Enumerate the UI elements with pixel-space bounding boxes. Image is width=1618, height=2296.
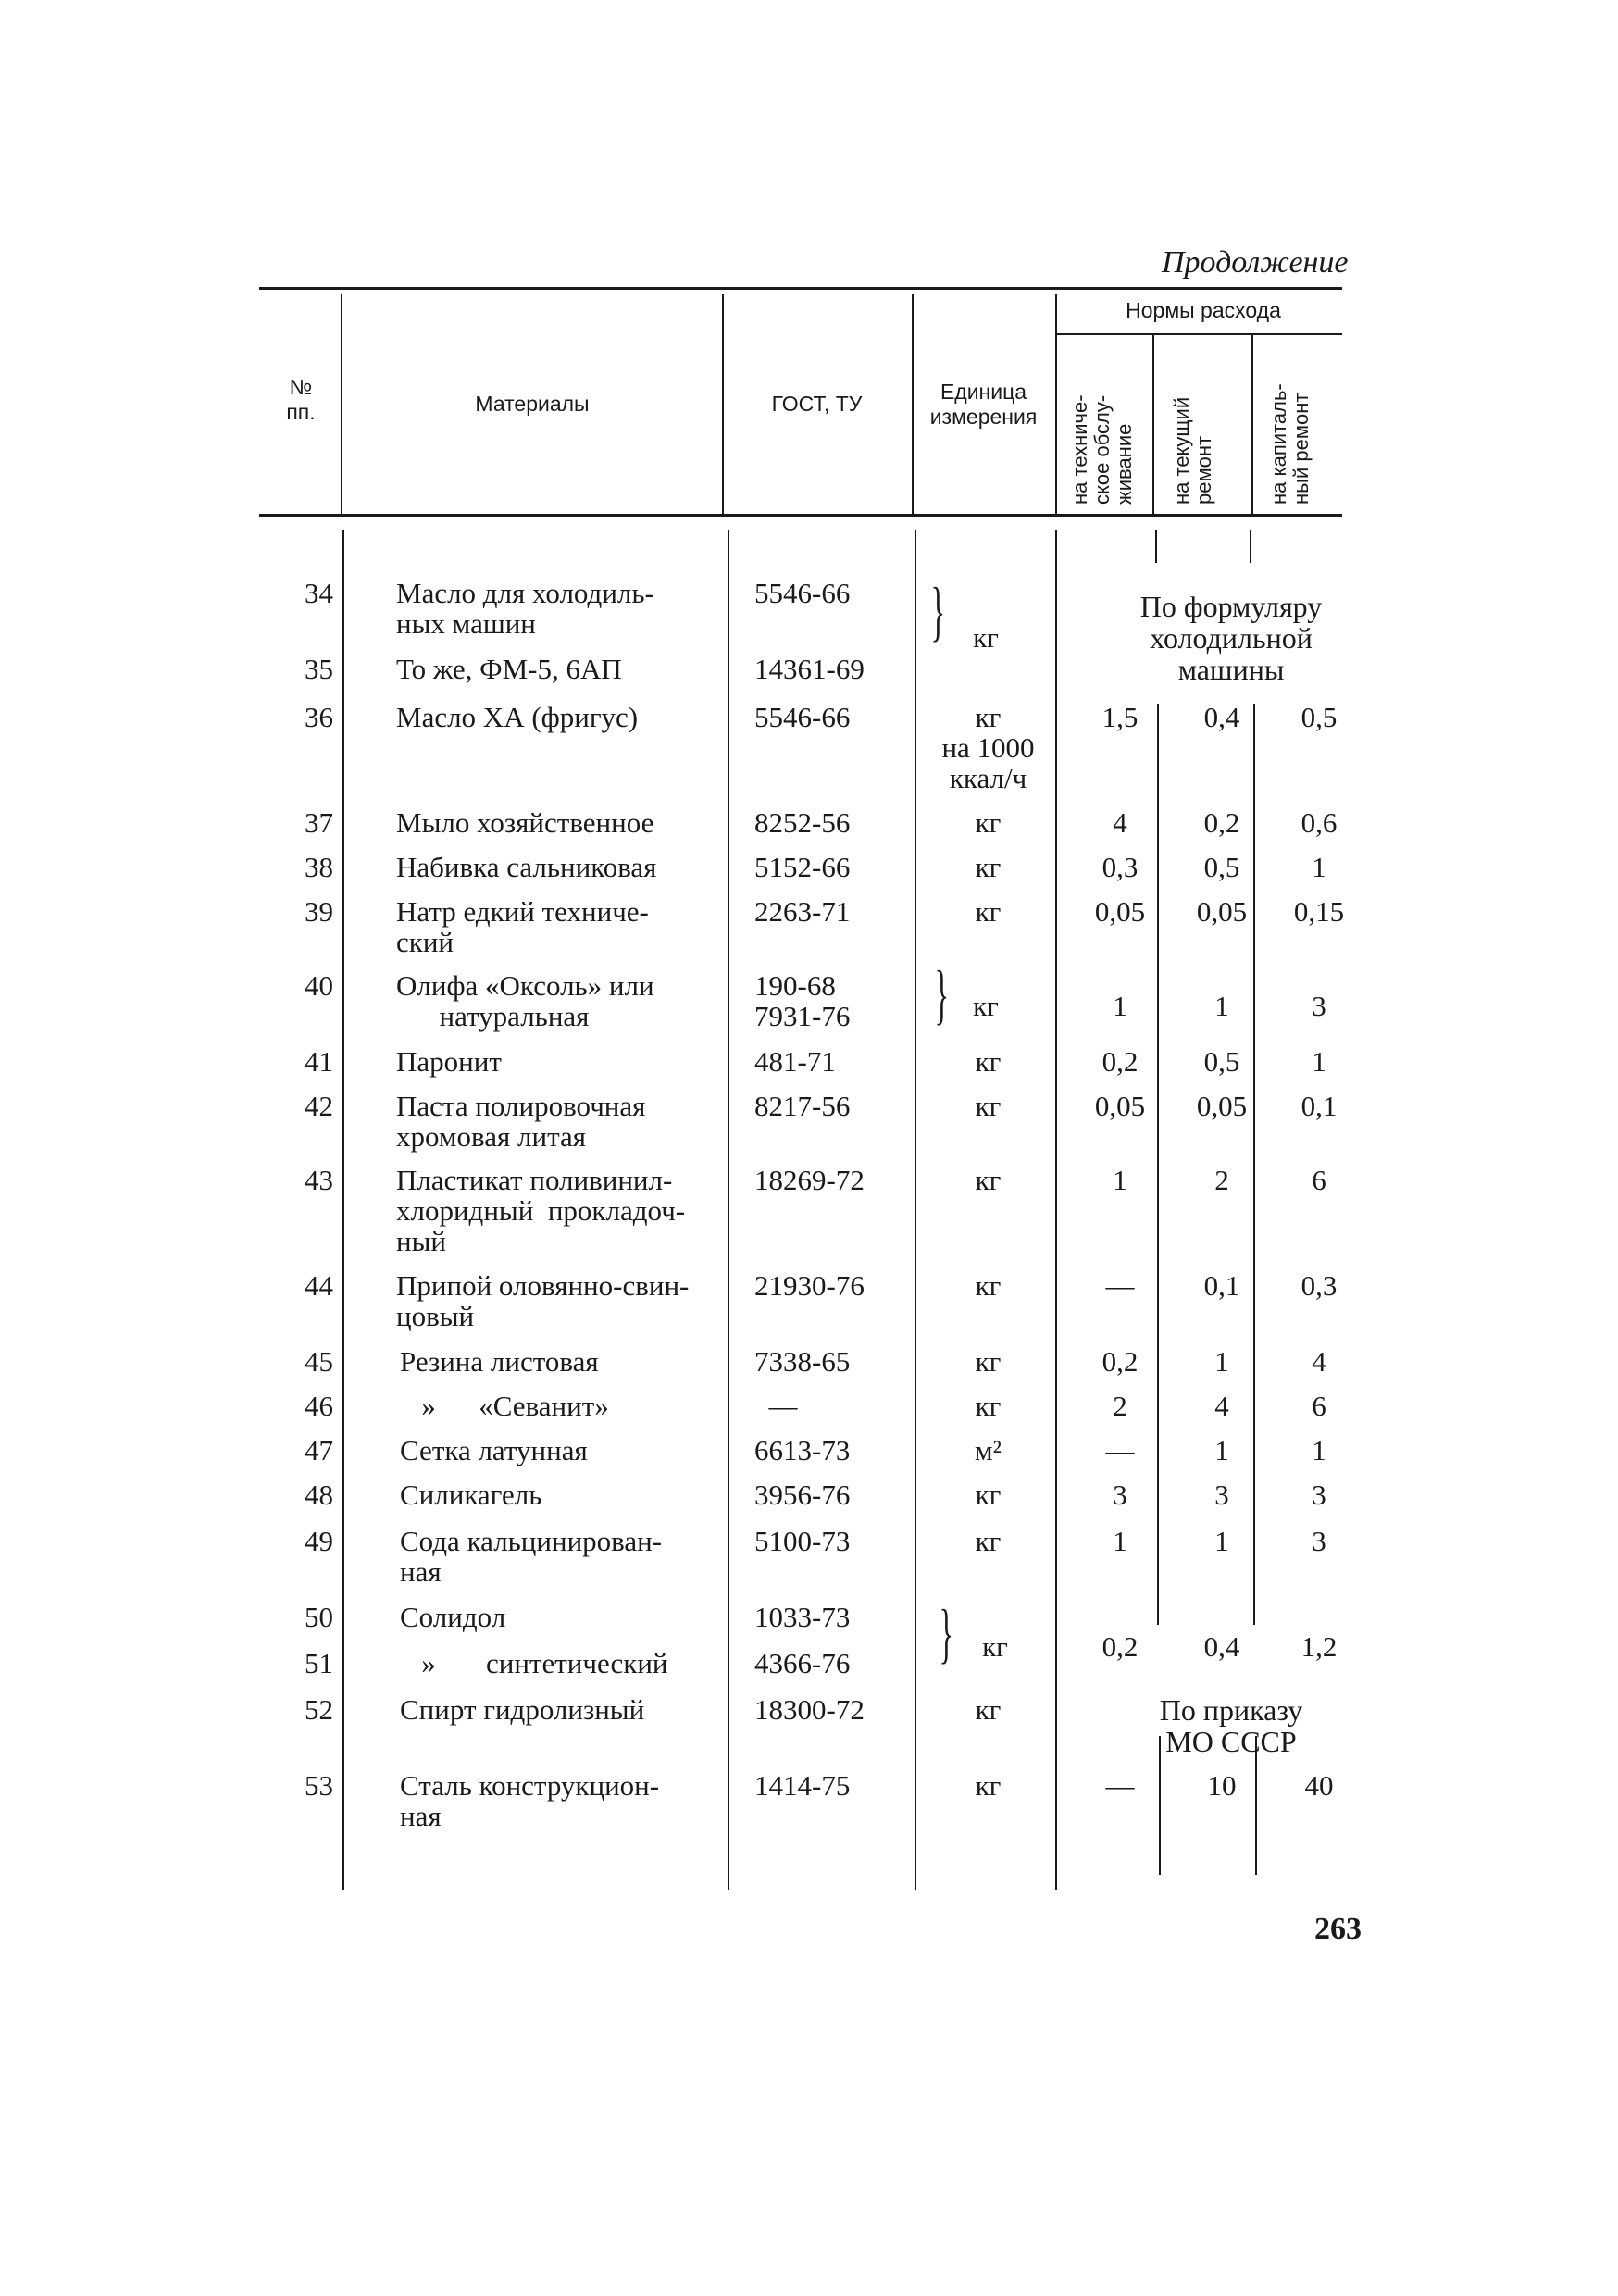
header-unit: Единица измерения (929, 380, 1038, 429)
body-sep-5a (1155, 530, 1157, 563)
row-gost: 18300-72 (754, 1693, 865, 1726)
row-material: Силикагель (400, 1479, 542, 1511)
page-number: 263 (1314, 1912, 1362, 1946)
row-norm-current-repair: 10 (1207, 1769, 1237, 1802)
row-norm-current-repair: 1 (1214, 1345, 1229, 1378)
row-num: 46 (305, 1390, 333, 1422)
row-material: Олифа «Оксоль» или натуральная (396, 969, 654, 1032)
continuation-label: Продолжение (1162, 245, 1349, 280)
row-norm-maintenance: — (1105, 1269, 1135, 1302)
body-sep-6a (1250, 530, 1251, 563)
row-unit: кг (975, 1269, 1002, 1302)
row-gost: 5100-73 (754, 1525, 851, 1557)
row-num: 49 (305, 1525, 333, 1557)
row-num: 52 (305, 1693, 333, 1726)
row-material: Масло ХА (фригус) (396, 701, 639, 733)
row-material: » «Севанит» (400, 1390, 609, 1422)
body-sep-1 (342, 530, 344, 1890)
row-gost: 190-68 7931-76 (754, 969, 851, 1032)
table-top-rule (259, 287, 1342, 290)
row-norm-capital-repair: 0,15 (1293, 895, 1345, 928)
row-norm-capital-repair: 6 (1312, 1390, 1326, 1422)
row-norm-current-repair: 2 (1214, 1164, 1229, 1196)
row-material: » синтетический (400, 1647, 668, 1679)
brace-40: } (934, 957, 950, 1031)
row-num: 51 (305, 1647, 333, 1679)
row-unit: кг (975, 1090, 1002, 1122)
row-gost: — (754, 1390, 798, 1422)
header-gost: ГОСТ, ТУ (771, 392, 863, 416)
row-gost: 5546-66 (754, 577, 851, 609)
row-norm-maintenance: 0,2 (1101, 1045, 1139, 1078)
row-norm-maintenance: 4 (1113, 806, 1127, 839)
row-norm-maintenance: — (1105, 1769, 1135, 1802)
row-material: Паста полировочная хромовая литая (396, 1090, 646, 1153)
row-gost: 481-71 (754, 1045, 836, 1078)
row-unit: кг (975, 1045, 1002, 1078)
row-unit: кг (975, 1525, 1002, 1557)
body-sep-4 (1055, 530, 1057, 1890)
row-norm-maintenance: — (1105, 1434, 1135, 1466)
row-norm-maintenance: 0,05 (1094, 895, 1146, 928)
row-norm-current-repair: 0,5 (1203, 851, 1240, 883)
row-norm-capital-repair: 1 (1312, 851, 1326, 883)
header-norm-capital-repair: на капиталь- ный ремонт (1267, 383, 1313, 505)
row-gost: 4366-76 (754, 1647, 851, 1679)
row-material: Сетка латунная (400, 1434, 588, 1466)
col-sep-2 (722, 294, 724, 514)
col-sep-5 (1152, 335, 1154, 514)
merged-unit-34-35: кг (973, 621, 999, 654)
row-norm-maintenance: 1,5 (1101, 701, 1139, 733)
body-sep-2 (728, 530, 729, 1890)
row-gost: 8217-56 (754, 1090, 851, 1122)
row-num: 38 (305, 851, 333, 883)
row-material: То же, ФМ-5, 6АП (396, 653, 622, 685)
row-norm-capital-repair: 3 (1312, 990, 1326, 1022)
row-norm-maintenance: 0,3 (1101, 851, 1139, 883)
row-norm-current-repair: 1 (1214, 1434, 1229, 1466)
row-gost: 7338-65 (754, 1345, 851, 1378)
row-material: Спирт гидролизный (400, 1693, 645, 1726)
row-norm-current-repair: 0,5 (1203, 1045, 1240, 1078)
row-material: Масло для холодиль- ных машин (396, 577, 654, 640)
row-num: 42 (305, 1090, 333, 1122)
row-unit: кг (975, 851, 1002, 883)
row-material: Пластикат поливинил- хлоридный прокладоч- ный (396, 1164, 686, 1257)
row-num: 36 (305, 701, 333, 733)
row-norm-capital-repair: 0,3 (1301, 1269, 1338, 1302)
row-num: 47 (305, 1434, 333, 1466)
row-gost: 5152-66 (754, 851, 851, 883)
row-gost: 1033-73 (754, 1601, 851, 1633)
col-sep-1 (341, 294, 342, 514)
row-num: 41 (305, 1045, 333, 1078)
row-unit: кг (975, 1164, 1002, 1196)
header-norms: Нормы расхода (1126, 298, 1281, 322)
row-norm-capital-repair: 3 (1312, 1525, 1326, 1557)
row-unit: кг (975, 895, 1002, 928)
col-sep-3 (912, 294, 914, 514)
row-material: Набивка сальниковая (396, 851, 657, 883)
row-gost: 21930-76 (754, 1269, 865, 1302)
header-norm-maintenance: на техниче- ское обслу- живание (1068, 394, 1136, 505)
row-norm-capital-repair: 0,6 (1301, 806, 1338, 839)
norms-subheader-rule (1055, 333, 1342, 335)
merged-norm-maintenance-50-51: 0,2 (1101, 1630, 1139, 1663)
row-material: Резина листовая (400, 1345, 599, 1378)
row-gost: 14361-69 (754, 653, 865, 685)
row-norm-capital-repair: 1 (1312, 1434, 1326, 1466)
row-norm-capital-repair: 1 (1312, 1045, 1326, 1078)
merged-norm-capital-repair-50-51: 1,2 (1301, 1630, 1338, 1663)
row-gost: 1414-75 (754, 1769, 851, 1802)
row-norm-maintenance: 3 (1113, 1479, 1127, 1511)
row-norm-capital-repair: 4 (1312, 1345, 1326, 1378)
row-unit: кг (975, 1693, 1002, 1726)
merged-unit-50-51: кг (982, 1630, 1008, 1663)
brace-34-35: } (930, 574, 946, 648)
body-sep-3 (915, 530, 916, 1890)
row-num: 50 (305, 1601, 333, 1633)
row-num: 39 (305, 895, 333, 928)
row-num: 48 (305, 1479, 333, 1511)
row-norm-maintenance: 1 (1113, 1525, 1127, 1557)
merged-norms-34-35: По формуляру холодильной машины (1139, 590, 1323, 686)
row-norm-current-repair: 1 (1214, 990, 1229, 1022)
row-num: 45 (305, 1345, 333, 1378)
header-num: № пп. (286, 375, 316, 424)
row-norm-current-repair: 0,4 (1203, 701, 1240, 733)
row-unit: кг (975, 1390, 1002, 1422)
row-num: 43 (305, 1164, 333, 1196)
row-norm-maintenance: 1 (1113, 1164, 1127, 1196)
row-material: Сода кальцинирован- ная (400, 1525, 663, 1588)
row-norm-capital-repair: 6 (1312, 1164, 1326, 1196)
row-num: 53 (305, 1769, 333, 1802)
brace-50-51: } (939, 1596, 954, 1670)
row-gost: 5546-66 (754, 701, 851, 733)
row-num: 34 (305, 577, 333, 609)
row-num: 37 (305, 806, 333, 839)
merged-norms-52: По приказу МО СССР (1159, 1693, 1303, 1758)
row-gost: 8252-56 (754, 806, 851, 839)
row-unit: кг на 1000 ккал/ч (941, 701, 1035, 794)
row-norm-current-repair: 3 (1214, 1479, 1229, 1511)
row-norm-maintenance: 0,2 (1101, 1345, 1139, 1378)
row-material: Натр едкий техниче- ский (396, 895, 649, 958)
header-materials: Материалы (475, 392, 590, 416)
row-norm-capital-repair: 40 (1304, 1769, 1334, 1802)
row-norm-capital-repair: 0,5 (1301, 701, 1338, 733)
row-norm-current-repair: 4 (1214, 1390, 1229, 1422)
row-material: Солидол (400, 1601, 506, 1633)
row-material: Припой оловянно-свин- цовый (396, 1269, 690, 1332)
row-unit: кг (975, 1769, 1002, 1802)
row-num: 35 (305, 653, 333, 685)
row-num: 40 (305, 969, 333, 1002)
row-norm-maintenance: 1 (1113, 990, 1127, 1022)
header-norm-current-repair: на текущий ремонт (1170, 396, 1215, 505)
row-norm-current-repair: 0,05 (1196, 895, 1248, 928)
row-unit: кг (973, 990, 999, 1022)
row-unit: кг (975, 806, 1002, 839)
row-material: Сталь конструкцион- ная (400, 1769, 660, 1832)
col-sep-4 (1055, 294, 1057, 514)
row-gost: 18269-72 (754, 1164, 865, 1196)
merged-norm-current-repair-50-51: 0,4 (1203, 1630, 1240, 1663)
row-unit: м² (975, 1434, 1002, 1466)
row-norm-maintenance: 0,05 (1094, 1090, 1146, 1122)
row-norm-current-repair: 1 (1214, 1525, 1229, 1557)
row-gost: 2263-71 (754, 895, 851, 928)
row-norm-maintenance: 2 (1113, 1390, 1127, 1422)
row-norm-current-repair: 0,2 (1203, 806, 1240, 839)
header-bottom-rule (259, 514, 1342, 517)
row-gost: 6613-73 (754, 1434, 851, 1466)
row-num: 44 (305, 1269, 333, 1302)
row-gost: 3956-76 (754, 1479, 851, 1511)
row-norm-current-repair: 0,1 (1203, 1269, 1240, 1302)
row-unit: кг (975, 1479, 1002, 1511)
row-unit: кг (975, 1345, 1002, 1378)
row-norm-current-repair: 0,05 (1196, 1090, 1248, 1122)
row-norm-capital-repair: 3 (1312, 1479, 1326, 1511)
row-material: Мыло хозяйственное (396, 806, 654, 839)
row-norm-capital-repair: 0,1 (1301, 1090, 1338, 1122)
row-material: Паронит (396, 1045, 502, 1078)
col-sep-6 (1251, 335, 1253, 514)
